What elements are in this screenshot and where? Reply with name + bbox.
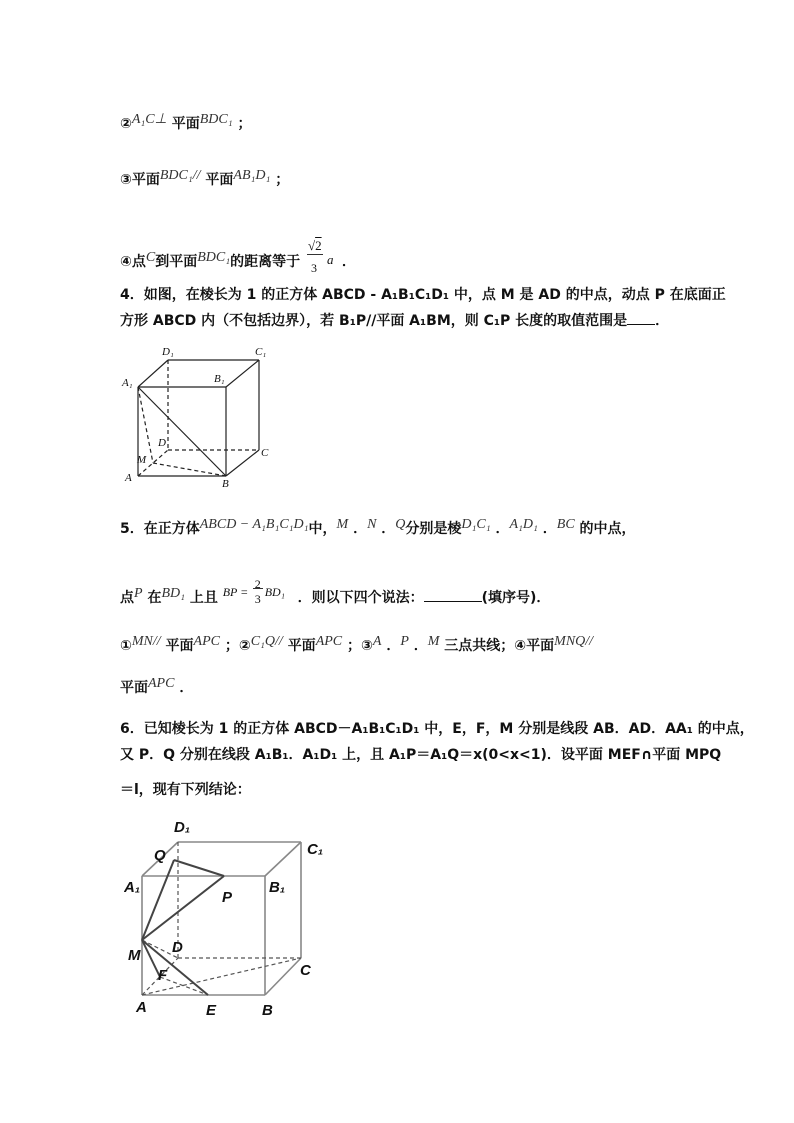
text: ．: [542, 521, 557, 537]
text: 点: [131, 254, 146, 270]
text: 平面: [287, 638, 316, 654]
math-expr: BC: [556, 517, 575, 532]
label-e: E: [206, 1002, 217, 1019]
edge-b-c: [226, 450, 259, 476]
answer-blank: [424, 589, 482, 602]
label-f: F: [158, 967, 168, 984]
math-expr: BD₁: [161, 586, 185, 601]
statement-4: [120, 236, 356, 282]
math-expr: APC: [315, 634, 343, 649]
label-b1: B₁: [269, 879, 286, 896]
math-var: Q: [395, 517, 406, 532]
q6-line-3: ＝l，现有下列结论：: [120, 782, 251, 798]
segment-a1-b: [138, 387, 226, 476]
fraction-sqrt2-over-3: [305, 236, 334, 282]
item-marker: ②: [120, 116, 132, 132]
statement-3: [120, 166, 289, 190]
text: 平面: [120, 680, 148, 696]
q6-line-2: 又 P．Q 分别在线段 A₁B₁．A₁D₁ 上，且 A₁P＝A₁Q＝x(0<x<1)．设平面 MEF∩平面 MPQ: [120, 747, 722, 763]
text: ．: [381, 521, 396, 537]
math-expr: BDC₁: [199, 112, 233, 127]
math-var: P: [400, 634, 409, 649]
q5-line-1: [120, 515, 636, 539]
math-var: N: [367, 517, 377, 532]
text: ．: [353, 521, 368, 537]
math-expr: C₁Q//: [250, 634, 283, 649]
text: 中，: [308, 521, 337, 537]
q4-line-2: [120, 311, 669, 331]
math-expr: MNQ//: [554, 634, 594, 649]
text: ；②: [224, 638, 251, 654]
answer-blank: [627, 312, 655, 325]
label-a1: A₁: [122, 377, 133, 389]
text: 到平面: [155, 254, 198, 270]
math-expr: BDC₁: [159, 168, 193, 183]
label-b: B: [262, 1002, 273, 1019]
math-var: M: [427, 634, 440, 649]
statement-2: [120, 110, 251, 134]
text: 分别是棱: [405, 521, 462, 537]
fraction-bar: [307, 254, 323, 255]
q4-line-2-text: 方形 ABCD 内（不包括边界），若 B₁P//平面 A₁BM，则 C₁P 长度的取值范围是: [120, 313, 628, 329]
label-b: B: [222, 478, 229, 490]
label-q: Q: [154, 847, 166, 864]
fraction-numerator: 2: [254, 577, 261, 591]
label-d1: D₁: [162, 346, 174, 358]
label-a1: A₁: [124, 879, 141, 896]
math-expr: ABCD − A₁B₁C₁D₁: [199, 517, 309, 532]
math-expr: APC: [193, 634, 220, 649]
variable-a: a: [326, 252, 334, 267]
perp-symbol: ⊥: [154, 112, 167, 127]
label-d: D: [158, 437, 166, 449]
math-expr: AB₁D₁: [233, 168, 271, 183]
label-b1: B₁: [214, 373, 225, 385]
label-d: D: [172, 939, 183, 956]
text: ；③: [347, 638, 373, 654]
equation-lhs: BP =: [222, 585, 249, 599]
edge-c1-b1: [265, 842, 301, 876]
math-var: A: [372, 634, 382, 649]
text: ；: [275, 172, 290, 188]
q5-line-4: [120, 674, 193, 698]
bp-equation: [223, 574, 293, 608]
text: 平面: [131, 172, 160, 188]
cube-figure-q4: [118, 342, 278, 490]
text: 的距离等于: [230, 254, 301, 270]
label-a: A: [125, 472, 132, 484]
math-expr: APC: [148, 676, 175, 691]
math-var: M: [336, 517, 349, 532]
text: ．: [179, 680, 194, 696]
cube-figure-q6: [124, 812, 344, 1022]
fraction-denominator: 3: [254, 592, 261, 606]
label-d1: D₁: [174, 819, 191, 836]
q5-line-2: [120, 574, 550, 608]
q6-line-1: 6．已知棱长为 1 的正方体 ABCD－A₁B₁C₁D₁ 中，E，F，M 分别是线段 AB．AD．AA₁ 的中点，: [120, 721, 754, 737]
text: 平面: [205, 172, 234, 188]
math-expr: D₁C₁: [461, 517, 491, 532]
text: 平面: [165, 638, 194, 654]
label-c1: C₁: [255, 346, 267, 358]
text: ．: [495, 521, 510, 537]
label-m: M: [128, 947, 141, 964]
edge-c1-b1: [226, 360, 259, 387]
text: ①: [120, 638, 132, 654]
parallel-symbol: //: [192, 168, 201, 183]
hidden-segment-f-e: [160, 977, 208, 995]
hidden-segment-a1-m: [138, 387, 153, 463]
item-marker: ③: [120, 172, 132, 188]
text: 三点共线；④平面: [444, 638, 555, 654]
q5-line-3: [120, 632, 593, 656]
label-c: C: [261, 447, 269, 459]
edge-a1-d1: [138, 360, 168, 387]
fraction-numerator: √2: [307, 238, 322, 253]
text: ．则以下四个说法：: [297, 590, 424, 606]
math-expr: BDC₁: [197, 250, 231, 265]
label-c1: C₁: [307, 841, 324, 858]
text: 5．在正方体: [120, 521, 200, 537]
text: 在: [147, 590, 162, 606]
text: 的中点，: [579, 521, 636, 537]
math-expr: C: [145, 250, 156, 265]
text: ．: [655, 313, 670, 329]
text: ．: [341, 254, 356, 270]
math-var: P: [134, 586, 143, 601]
segment-q-p: [174, 860, 224, 876]
text: ．: [413, 638, 428, 654]
q4-line-1: 4．如图，在棱长为 1 的正方体 ABCD - A₁B₁C₁D₁ 中，点 M 是 AD 的中点，动点 P 在底面正: [120, 287, 726, 303]
label-m: M: [137, 454, 147, 466]
label-c: C: [300, 962, 311, 979]
edge-b-c: [265, 958, 301, 995]
math-expr: A₁C: [131, 112, 155, 127]
equation-rhs: BD₁: [264, 585, 285, 599]
math-expr: MN//: [131, 634, 161, 649]
text: 上且: [189, 590, 218, 606]
text: ．: [386, 638, 401, 654]
math-expr: A₁D₁: [509, 517, 538, 532]
text: ；: [237, 116, 252, 132]
text: 点: [120, 590, 134, 606]
text: 平面: [171, 116, 200, 132]
label-a: A: [136, 999, 147, 1016]
item-marker: ④: [120, 254, 132, 270]
text: (填序号)．: [481, 590, 551, 606]
label-p: P: [222, 889, 233, 906]
fraction-denominator: 3: [310, 261, 317, 275]
